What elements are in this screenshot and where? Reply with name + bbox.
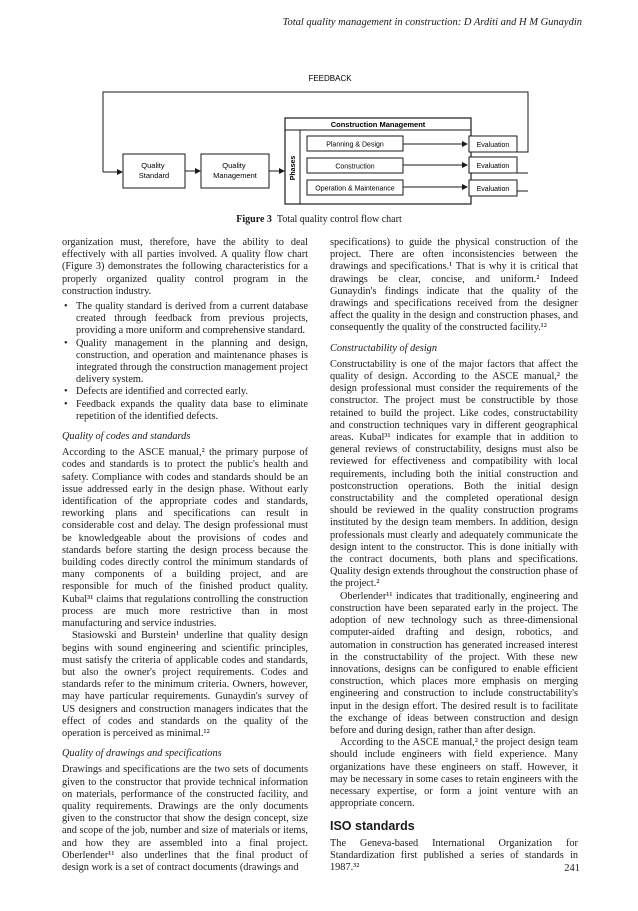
paragraph: The Geneva-based International Organization for Standardization first published a series of standards in 1987.³² — [330, 837, 578, 873]
paragraph: According to the ASCE manual,² the primary purpose of codes and standards is to protect the public's health and safety. Compliance with codes and standards should be an issue addressed early in the design phase. Without early identification of the appropriate codes and standards, reworking plans and specifications can result in considerable cost and delay. The design professional must be knowledgeable about the provisions of codes and standards before starting the design process because the building codes directly control the minimum standards of many components of a building project, and are responsible for much of the finished product quality. Kubal³¹ claims that regulations controlling the construction process are much more restrictive than in most manufacturing and service industries. — [62, 447, 308, 630]
construction-management-label: Construction Management — [330, 120, 426, 129]
svg-text:Quality Standard — [139, 161, 169, 180]
running-header: Total quality management in construction: D Arditi and H M Gunaydin — [282, 17, 582, 28]
page-number: 241 — [564, 863, 580, 874]
quality-management-line1: Quality — [222, 161, 246, 170]
paragraph: Constructability is one of the major factors that affect the quality of design. According to the ASCE manual,² the design professional must consider the requirements of the constructor. The project must be constructible by those retained to build the project. Like codes, constructability and construction techniques vary in different geographical areas. Kubal³¹ indicates for example that in addition to general reviews of constructability, designs must also be reviewed for effectiveness and compatibility with local requirements, including both the initial construction and postconstruction operations. Both the initial design constructability and the completed operational design should be reviewed in the quality construction programs instituted by the design team members. In addition, design professionals must clearly and adequately communicate the design intent to the constructor. This is done initially with the contract documents, both plans and specifications. Quality design extends throughout the construction phase of the project.² — [330, 358, 578, 590]
list-item: • Feedback expands the quality data base to eliminate repetition of the identified defects. — [76, 399, 308, 423]
quality-standard-line2: Standard — [138, 171, 170, 180]
feedback-label: FEEDBACK — [308, 74, 352, 83]
quality-standard-line1: Quality — [141, 161, 165, 170]
evaluation-label-1: Evaluation — [476, 142, 510, 149]
characteristics-list — [62, 301, 308, 423]
paragraph: Drawings and specifications are the two sets of documents given to the constructor that provide technical information on materials, performance of the constructed facility, and quality requirements. Drawings are the only documents given to the constructor that show the design concept, size and scope of the job, number and size of materials or items, and how they are assembled into a final project. Oberlender¹¹ also underlines that the final product of design work is a set of contract documents (drawings and — [62, 764, 308, 873]
phases-label: Phases — [290, 155, 297, 181]
right-column — [330, 237, 578, 874]
quality-management-line2: Management — [213, 171, 257, 180]
intro-paragraph: organization must, therefore, have the ability to deal effectively with all parties involved. A quality flow chart (Figure 3) demonstrates the following characteristics for a properly organized quality control program in the construction industry. — [62, 237, 308, 297]
caption-number: Figure 3 — [236, 214, 272, 225]
construction-phase-label: Construction — [335, 163, 375, 171]
evaluation-label-3: Evaluation — [476, 186, 510, 193]
caption-text: Total quality control flow chart — [276, 214, 402, 225]
list-item: • Quality management in the planning and design, construction, and operation and maintenance phases is integrated through the construction management project delivery system. — [76, 338, 308, 387]
paragraph: According to the ASCE manual,² the project design team should include engineers with field experience. Many organizations have these engineers on staff. However, it may be necessary in some cases to retain engineers with the necessary expertise, or form a joint venture with an appropriate concern. — [330, 737, 578, 810]
section-heading-drawings: Quality of drawings and specifications — [62, 748, 222, 760]
operation-maintenance-label: Operation & Maintenance — [315, 185, 395, 193]
figure-caption — [0, 214, 638, 225]
list-item: • The quality standard is derived from a current database created through feedback from previous projects, providing a more uniform and comprehensive standard. — [76, 301, 308, 338]
paragraph: Stasiowski and Burstein¹ underline that quality design begins with sound engineering and scientific principles, must satisfy the criteria of applicable codes and standards, but also the owner's project requirements. Codes and standards refer to the minimum criteria. Owners, however, may have particular requirements. Gunaydin's survey of US designers and construction managers indicates that the effect of codes and standards on the quality of the operation is perceived as minimal.¹² — [62, 630, 308, 739]
paragraph: Oberlender¹¹ indicates that traditionally, engineering and construction have been separated early in the project. The adoption of new technology such as three-dimensional computer-aided drafting and design, robotics, and automation in construction has generated increased interest in the constructability of the project. With these new innovations, designs can be configured to enable efficient construction, which places more emphasis on merging engineering and construction to include constructability's input in the design effort. The desired result is to facilitate the exchange of ideas between construction and design before and during design, rather than after design. — [330, 590, 578, 736]
quality-flow-chart — [60, 60, 580, 220]
planning-design-label: Planning & Design — [326, 141, 384, 149]
paragraph: specifications) to guide the physical construction of the project. There are often inconsistencies between the drawings and specifications.¹ That is why it is critical that drawings be clear, concise, and uniform.² Indeed Gunaydin's findings indicate that the quality of the drawings and specifications received from the designer affect the quality in the design and construction phases, and consequently the quality of the constructed facility.¹² — [330, 237, 578, 334]
list-item: • Defects are identified and corrected early. — [76, 386, 308, 398]
evaluation-label-2: Evaluation — [476, 163, 510, 170]
left-column — [62, 237, 308, 874]
section-heading-codes: Quality of codes and standards — [62, 431, 191, 443]
section-heading-iso: ISO standards — [330, 819, 415, 834]
section-heading-constructability: Constructability of design — [330, 342, 437, 354]
